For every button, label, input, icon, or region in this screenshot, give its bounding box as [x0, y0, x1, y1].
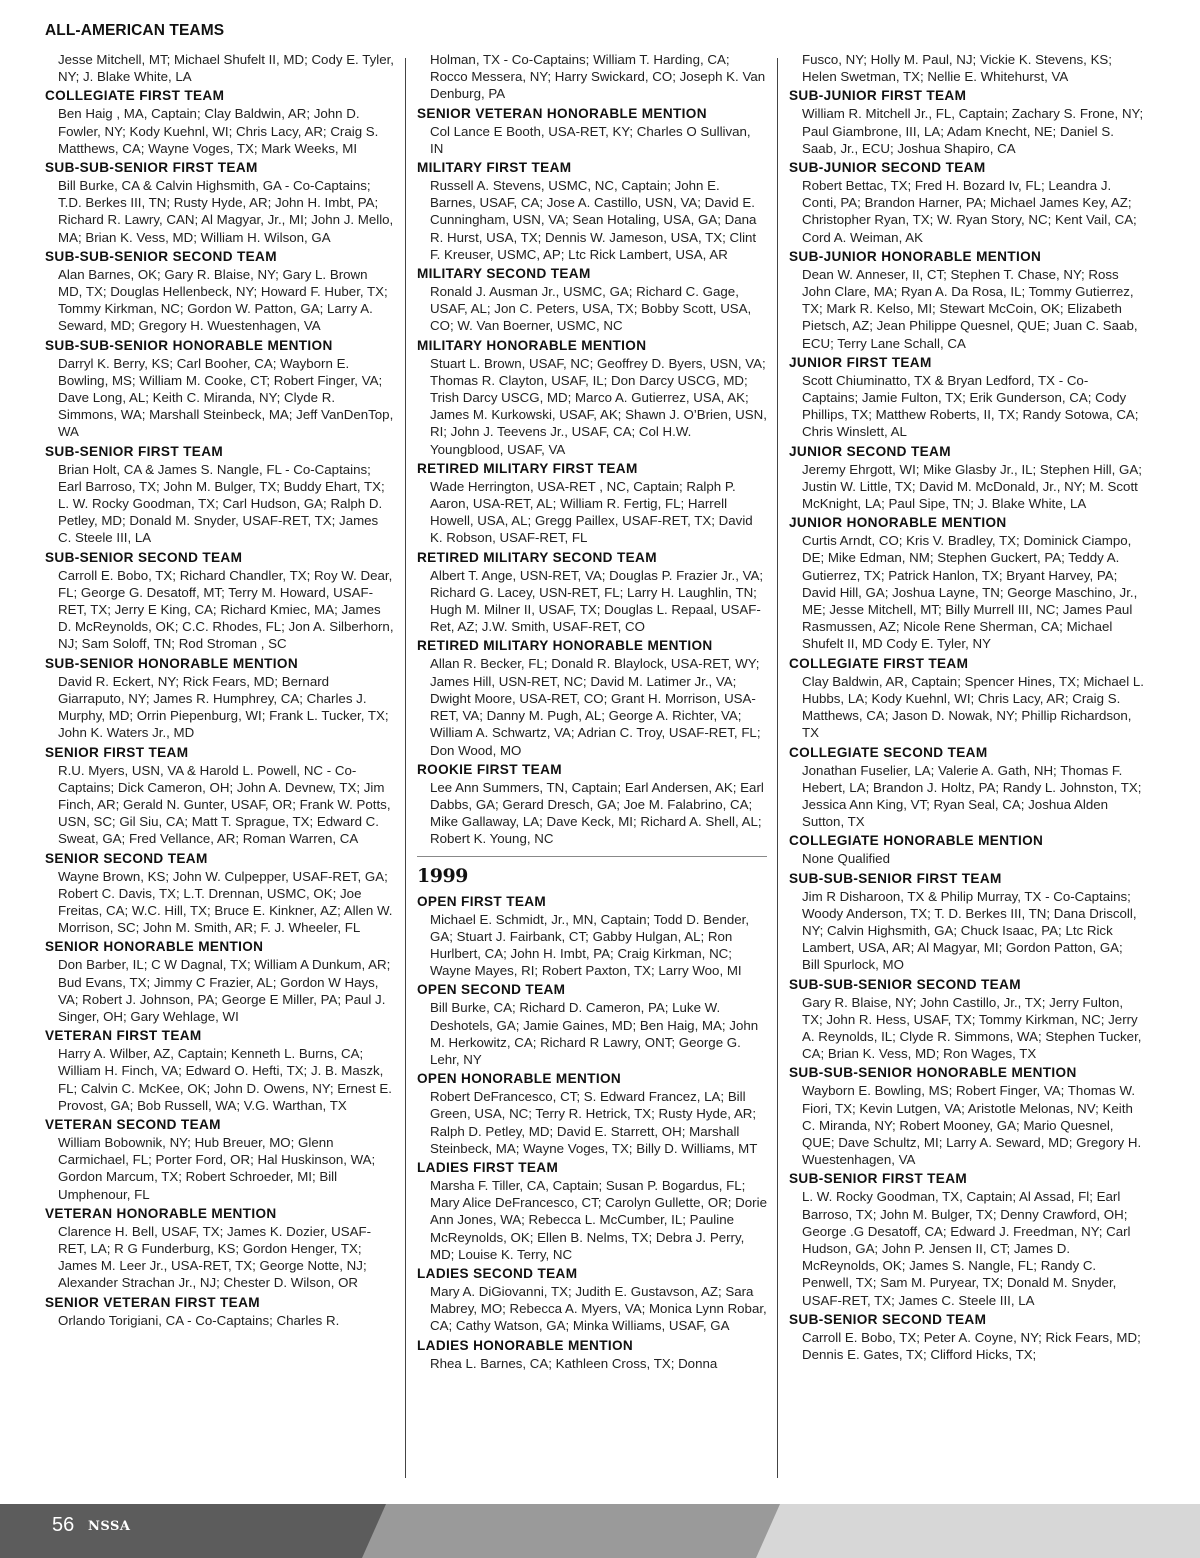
section-title: LADIES HONORABLE MENTION — [417, 1337, 634, 1353]
section-members: Stuart L. Brown, USAF, NC; Geoffrey D. Byers, USN, VA; Thomas R. Clayton, USAF, IL; Don Darcy USCG, MD; Trish Darcy USCG, MD; Marco A. Gutierrez, USA, AK; James M. Kurkowski, USAF, AK; Shawn J. O’Brien, USN, RI; John J. Teevens Jr., USAF, CA; Col H.W. Youngblood, USAF, VA — [430, 355, 767, 457]
section-title: SUB-SUB-SENIOR SECOND TEAM — [45, 248, 277, 264]
section-members: Clarence H. Bell, USAF, TX; James K. Dozier, USAF-RET, LA; R G Funderburg, KS; Gordon Henger, TX; James M. Leer Jr., USA-RET, TX; George Notte, NJ; Alexander Strachan Jr., NJ; Chester D. Wilson, OR — [58, 1223, 372, 1291]
section-members: Mary A. DiGiovanni, TX; Judith E. Gustavson, AZ; Sara Mabrey, MO; Rebecca A. Myers, VA; Monica Lynn Robar, CA; Cathy Watson, GA; Minka Williams, USAF, GA — [430, 1283, 767, 1334]
section-members: Don Barber, IL; C W Dagnal, TX; William A Dunkum, AR; Bud Evans, TX; Jimmy C Frazier, AL; Gordon W Hays, VA; Robert J. Johnson, PA; George E Miller, PA; Paul J. Singer, OH; Gary Wehlage, WI — [58, 957, 391, 1024]
team-section — [789, 87, 1144, 157]
team-section — [417, 981, 767, 1068]
team-section — [789, 159, 1144, 246]
section-title: VETERAN SECOND TEAM — [45, 1116, 221, 1132]
section-title: SENIOR SECOND TEAM — [45, 850, 208, 866]
section-title: SUB-SENIOR HONORABLE MENTION — [45, 655, 298, 671]
section-title: SUB-SENIOR FIRST TEAM — [789, 1171, 968, 1187]
team-section — [45, 744, 395, 848]
section-members: Ben Haig , MA, Captain; Clay Baldwin, AR; John D. Fowler, NY; Kody Kuehnl, WI; Chris Lacy, AR; Craig S. Matthews, CA; Wayne Voges, TX; Mark Weeks, MI — [58, 106, 379, 156]
section-members: Russell A. Stevens, USMC, NC, Captain; John E. Barnes, USAF, CA; Jose A. Castillo, USN, VA; David E. Cunningham, USN, VA; Sean Hotaling, USA, GA; Dana R. Hurst, USA, TX; Dennis W. Jameson, USA, TX; Clint F. Kreuser, USMC, AP; Ltc Rick Lambert, USA, AR — [430, 178, 757, 262]
team-section — [417, 460, 767, 547]
section-members: Scott Chiuminatto, TX & Bryan Ledford, TX - Co-Captains; Jamie Fulton, TX; Erik Gunderson, CA; Cody Phillips, TX; Matthew Roberts, II, TX; Randy Sotowa, CA; Chris Winslett, AL — [802, 372, 1139, 440]
team-section — [789, 443, 1144, 513]
team-section — [789, 870, 1144, 974]
continued-text: Jesse Mitchell, MT; Michael Shufelt II, MD; Cody E. Tyler, NY; J. Blake White, LA — [58, 52, 394, 85]
section-title: SUB-SENIOR FIRST TEAM — [45, 443, 224, 459]
section-title: LADIES FIRST TEAM — [417, 1159, 559, 1175]
section-members: None Qualified — [802, 851, 890, 867]
section-members: Col Lance E Booth, USA-RET, KY; Charles O Sullivan, IN — [430, 123, 751, 156]
continued-text: Holman, TX - Co-Captains; William T. Harding, CA; Rocco Messera, NY; Harry Swickard, CO; Joseph K. Van Denburg, PA — [430, 52, 766, 102]
team-section — [417, 105, 767, 157]
team-section — [789, 976, 1144, 1063]
section-title: JUNIOR SECOND TEAM — [789, 443, 951, 459]
section-members: Gary R. Blaise, NY; John Castillo, Jr., TX; Jerry Fulton, TX; John R. Hess, USAF, TX; Tommy Kirkman, NC; Jerry A. Reynolds, IL; Clyde R. Simmons, WA; Stephen Tucker, CA; Brian K. Vess, MD; Ron Wages, TX — [802, 994, 1142, 1062]
section-title: COLLEGIATE HONORABLE MENTION — [789, 833, 1044, 849]
section-title: SUB-SUB-SENIOR HONORABLE MENTION — [45, 337, 333, 353]
section-members: Curtis Arndt, CO; Kris V. Bradley, TX; Dominick Ciampo, DE; Mike Edman, NM; Stephen Guckert, PA; Teddy A. Gutierrez, TX; Patrick Hanlon, TX; Bryant Harvey, PA; David Hill, GA; Joshua Layne, TN; George Maschino, Jr., ME; Jesse Mitchell, MT; Billy Murrell III, NC; James Paul Rasmussen, AZ; Nicole Rene Sherman, CA; Michael Shufelt II, MD Cody E. Tyler, NY — [802, 533, 1138, 652]
section-title: OPEN HONORABLE MENTION — [417, 1071, 622, 1087]
footer-band-mid — [360, 1504, 780, 1558]
section-members: R.U. Myers, USN, VA & Harold L. Powell, NC - Co-Captains; Dick Cameron, OH; John A. Devnew, TX; Jim Finch, AR; Gerald N. Gunter, USAF, OR; Frank W. Potts, USN, SC; Gil Siu, CA; Matt T. Sprague, TX; Edward C. Sweat, GA; Fred Vellance, AR; Roman Warren, CA — [58, 762, 391, 847]
section-members: Rhea L. Barnes, CA; Kathleen Cross, TX; Donna — [430, 1355, 718, 1371]
page-footer — [0, 1486, 1200, 1558]
section-members: Wade Herrington, USA-RET , NC, Captain; Ralph P. Aaron, USA-RET, AL; William R. Fertig, FL; Harrell Howell, USA, AL; Gregg Paillex, USAF-RET, TX; David K. Robson, USAF-RET, FL — [430, 478, 753, 546]
section-title: OPEN SECOND TEAM — [417, 982, 566, 998]
section-members: William R. Mitchell Jr., FL, Captain; Zachary S. Frone, NY; Paul Giambrone, III, LA; Adam Knecht, NE; Daniel S. Saab, Jr., ECU; Joshua Shapiro, CA — [802, 106, 1144, 156]
section-title: SUB-SUB-SENIOR FIRST TEAM — [789, 870, 1002, 886]
section-title: VETERAN HONORABLE MENTION — [45, 1205, 277, 1221]
section-title: SUB-SENIOR SECOND TEAM — [789, 1311, 987, 1327]
section-members: William Bobownik, NY; Hub Breuer, MO; Glenn Carmichael, FL; Porter Ford, OR; Hal Huskinson, WA; Gordon Marcum, TX; Robert Schroeder, MI; Bill Umphenour, FL — [58, 1134, 376, 1202]
section-members: Wayne Brown, KS; John W. Culpepper, USAF-RET, GA; Robert C. Davis, TX; L.T. Drennan, USMC, OK; Joe Freitas, CA; W.C. Hill, TX; Bruce E. Kinkner, AZ; Allen W. Morrison, SC; John M. Smith, AR; F. J. Wheeler, FL — [58, 868, 393, 936]
section-title: JUNIOR HONORABLE MENTION — [789, 515, 1007, 531]
team-section — [45, 248, 395, 335]
section-members: Darryl K. Berry, KS; Carl Booher, CA; Wayborn E. Bowling, MS; William M. Cooke, CT; Robert Finger, VA; Dave Long, AL; Keith C. Miranda, NY; Clyde R. Simmons, WA; Marshall Steinbeck, MA; Jeff VanDenTop, WA — [58, 355, 394, 440]
section-members: Clay Baldwin, AR, Captain; Spencer Hines, TX; Michael L. Hubbs, LA; Kody Kuehnl, WI; Chris Lacy, AR; Craig S. Matthews, CA; Jason D. Nowak, NY; Phillip Richardson, TX — [802, 673, 1144, 741]
team-section — [789, 514, 1144, 652]
team-section — [417, 1159, 767, 1263]
section-title: SENIOR HONORABLE MENTION — [45, 939, 264, 955]
section-members: Carroll E. Bobo, TX; Peter A. Coyne, NY; Rick Fears, MD; Dennis E. Gates, TX; Clifford Hicks, TX; — [802, 1329, 1141, 1362]
team-section — [417, 1337, 767, 1372]
section-title: COLLEGIATE FIRST TEAM — [789, 655, 969, 671]
team-section — [45, 443, 395, 547]
section-members: Alan Barnes, OK; Gary R. Blaise, NY; Gary L. Brown MD, TX; Douglas Hellenbeck, NY; Howard F. Huber, TX; Tommy Kirkman, NC; Gordon W. Patton, GA; Larry A. Seward, MD; Gregory H. Wuestenhagen, VA — [58, 266, 388, 334]
section-members: Harry A. Wilber, AZ, Captain; Kenneth L. Burns, CA; William H. Finch, VA; Edward O. Hefti, TX; J. B. Maszk, FL; Calvin C. McKee, OK; John D. Owens, NY; Ernest E. Provost, GA; Bob Russell, WA; V.G. Warthan, TX — [58, 1046, 392, 1113]
section-title: MILITARY HONORABLE MENTION — [417, 337, 647, 353]
team-section — [45, 1294, 395, 1329]
section-members: Robert DeFrancesco, CT; S. Edward Francez, LA; Bill Green, USA, NC; Terry R. Hetrick, TX; Rusty Hyde, AR; Ralph D. Petley, MD; David E. Starrett, OH; Marshall Steinbeck, MA; Wayne Voges, TX; Billy D. Williams, MT — [430, 1089, 758, 1156]
team-section — [45, 87, 395, 157]
page-title: ALL-AMERICAN TEAMS — [45, 22, 225, 39]
section-members: Carroll E. Bobo, TX; Richard Chandler, TX; Roy W. Dear, FL; George G. Desatoff, MT; Terry M. Howard, USAF-RET, TX; Jerry E King, CA; Richard Kmiec, MA; James D. McReynolds, OK; C.C. Rhodes, FL; Jon A. Silberhorn, NJ; Sam Soloff, TN; Rod Stroman , SC — [58, 567, 394, 652]
team-section — [789, 744, 1144, 831]
section-title: SUB-SUB-SENIOR FIRST TEAM — [45, 160, 258, 176]
page-number: 56 — [52, 1514, 75, 1536]
team-section — [45, 337, 395, 441]
section-members: Wayborn E. Bowling, MS; Robert Finger, VA; Thomas W. Fiori, TX; Kevin Lutgen, VA; Aristotle Melonas, NV; Keith C. Miranda, NY; Robert Mooney, GA; Mario Quesnel, QUE; Dave Schultz, MI; Larry A. Seward, MD; Gregory H. Wuestenhagen, VA — [802, 1083, 1142, 1168]
team-section — [417, 1070, 767, 1157]
section-members: L. W. Rocky Goodman, TX, Captain; Al Assad, Fl; Earl Barroso, TX; John M. Bulger, TX; Denny Crawford, OH; George .G Desatoff, CA; Edward J. Freedman, NY; Carl Hudson, GA; John P. Jensen II, CT; James D. McReynolds, OK; James S. Nangle, FL; Randy C. Penwell, TX; Sam M. Puryear, TX; Donald M. Snyder, USAF-RET, TX; James C. Steele III, LA — [802, 1189, 1131, 1308]
section-title: RETIRED MILITARY HONORABLE MENTION — [417, 638, 713, 654]
section-title: SUB-SUB-SENIOR HONORABLE MENTION — [789, 1065, 1077, 1081]
team-section — [417, 761, 767, 848]
section-title: LADIES SECOND TEAM — [417, 1265, 578, 1281]
team-section — [789, 1311, 1144, 1363]
section-members: Jeremy Ehrgott, WI; Mike Glasby Jr., IL; Stephen Hill, GA; Justin W. Little, TX; David M. McDonald, Jr., NY; M. Scott McKnight, LA; Paul Sipe, TN; J. Blake White, LA — [802, 461, 1142, 512]
section-members: Jonathan Fuselier, LA; Valerie A. Gath, NH; Thomas F. Hebert, LA; Brandon J. Holtz, PA; Randy L. Johnston, TX; Jessica Ann King, VT; Ryan Seal, CA; Joshua Alden Sutton, TX — [802, 762, 1142, 830]
section-members: Ronald J. Ausman Jr., USMC, GA; Richard C. Gage, USAF, AL; Jon C. Peters, USA, TX; Bobby Scott, USA, CO; W. Van Boerner, USMC, NC — [430, 284, 752, 334]
column-divider — [405, 58, 406, 1478]
team-section — [789, 248, 1144, 352]
continued-text: Fusco, NY; Holly M. Paul, NJ; Vickie K. Stevens, KS; Helen Swetman, TX; Nellie E. Whitehurst, VA — [802, 52, 1112, 85]
team-section — [45, 1116, 395, 1203]
section-title: OPEN FIRST TEAM — [417, 893, 547, 909]
team-section — [417, 265, 767, 335]
team-section — [789, 1170, 1144, 1308]
team-section — [789, 1064, 1144, 1168]
section-members: Marsha F. Tiller, CA, Captain; Susan P. Bogardus, FL; Mary Alice DeFrancesco, CT; Carolyn Gullette, OR; Dorie Ann Jones, WA; Rebecca L. McCumber, IL; Pauline McReynolds, OK; Ellen B. Nelms, TX; Debra J. Perry, MD; Louise K. Terry, NC — [430, 1177, 767, 1262]
team-section — [417, 893, 767, 980]
column-3 — [789, 51, 1144, 1365]
section-title: SENIOR VETERAN HONORABLE MENTION — [417, 105, 707, 121]
section-title: SUB-SENIOR SECOND TEAM — [45, 549, 243, 565]
section-title: SENIOR VETERAN FIRST TEAM — [45, 1294, 260, 1310]
team-section — [45, 938, 395, 1025]
section-members: Allan R. Becker, FL; Donald R. Blaylock, USA-RET, WY; James Hill, USN-RET, NC; David M. Latimer Jr., VA; Dwight Moore, USA-RET, CO; Grant H. Morrison, USA-RET, VA; Danny M. Pugh, AL; George A. Richter, VA; William A. Schwartz, VA; Adrian C. Troy, USAF-RET, FL; Don Wood, MO — [430, 656, 761, 758]
team-section — [45, 850, 395, 937]
team-section — [417, 159, 767, 263]
team-section — [45, 655, 395, 742]
section-members: Robert Bettac, TX; Fred H. Bozard Iv, FL; Leandra J. Conti, PA; Brandon Harner, PA; Michael James Key, AZ; Christopher Ryan, TX; W. Ryan Story, NC; Kent Vail, CA; Cord A. Weiman, AK — [802, 178, 1137, 245]
section-title: SUB-JUNIOR HONORABLE MENTION — [789, 248, 1042, 264]
team-section — [417, 337, 767, 458]
year-heading: 1999 — [417, 856, 767, 887]
section-members: Dean W. Anneser, II, CT; Stephen T. Chase, NY; Ross John Clare, MA; Ryan A. Da Rosa, IL; Tommy Gutierrez, TX; Mark R. Kelso, MI; Stewart McCoin, OK; Elizabeth Pietsch, AZ; Jean Philippe Quesnel, QUE; Juan C. Saab, ECU; Terry Lane Schall, CA — [802, 266, 1138, 351]
section-title: JUNIOR FIRST TEAM — [789, 354, 932, 370]
section-members: Jim R Disharoon, TX & Philip Murray, TX - Co-Captains; Woody Anderson, TX; T. D. Berkes III, TN; Dana Driscoll, NY; Calvin Highsmith, GA; Chuck Isaac, PA; Ltc Rick Lambert, USA, AR; Al Magyar, MI; Gordon Patton, GA; Bill Spurlock, MO — [802, 888, 1137, 973]
column-1 — [45, 51, 395, 1331]
section-title: MILITARY SECOND TEAM — [417, 266, 591, 282]
team-section — [45, 549, 395, 653]
team-section — [789, 354, 1144, 441]
section-title: SENIOR FIRST TEAM — [45, 744, 189, 760]
section-title: MILITARY FIRST TEAM — [417, 160, 572, 176]
section-members: Bill Burke, CA; Richard D. Cameron, PA; Luke W. Deshotels, GA; Jamie Gaines, MD; Ben Haig, MA; John M. Herkowitz, CA; Richard R Lawry, ONT; George G. Lehr, NY — [430, 1000, 759, 1067]
section-title: COLLEGIATE SECOND TEAM — [789, 744, 988, 760]
section-members: Orlando Torigiani, CA - Co-Captains; Charles R. — [58, 1312, 340, 1328]
brand-name: NSSA — [88, 1519, 131, 1534]
section-members: Lee Ann Summers, TN, Captain; Earl Andersen, AK; Earl Dabbs, GA; Gerard Dresch, GA; Joe M. Falabrino, CA; Mike Gallaway, LA; Dave Keck, MI; Richard A. Shell, AL; Robert K. Young, NC — [430, 779, 764, 847]
section-title: RETIRED MILITARY FIRST TEAM — [417, 460, 638, 476]
section-title: SUB-SUB-SENIOR SECOND TEAM — [789, 976, 1021, 992]
section-title: SUB-JUNIOR SECOND TEAM — [789, 160, 986, 176]
section-title: RETIRED MILITARY SECOND TEAM — [417, 549, 657, 565]
team-section — [417, 637, 767, 758]
section-members: Albert T. Ange, USN-RET, VA; Douglas P. Frazier Jr., VA; Richard G. Lacey, USN-RET, FL; Larry H. Laughlin, TN; Hugh M. Milner II, USAF, TX; Douglas L. Repaal, USAF- Ret, AZ; J.W. Smith, USAF-RET, CO — [430, 567, 764, 635]
team-section — [45, 159, 395, 246]
section-members: David R. Eckert, NY; Rick Fears, MD; Bernard Giarraputo, NY; James R. Humphrey, CA; Charles J. Murphy, MD; Orrin Piepenburg, WI; Frank L. Tucker, TX; John K. Waters Jr., MD — [58, 673, 389, 741]
section-members: Brian Holt, CA & James S. Nangle, FL - Co-Captains; Earl Barroso, TX; John M. Bulger, TX; Buddy Ehart, TX; L. W. Rocky Goodman, TX; Carl Hudson, GA; Ralph D. Petley, MD; Donald M. Snyder, USAF-RET, TX; James C. Steele III, LA — [58, 461, 385, 546]
section-title: SUB-JUNIOR FIRST TEAM — [789, 88, 967, 104]
section-members: Michael E. Schmidt, Jr., MN, Captain; Todd D. Bender, GA; Stuart J. Fairbank, CT; Gabby Hulgan, AL; Ron Hurlbert, CA; John H. Imbt, PA; Craig Kirkman, NC; Wayne Mayes, RI; Robert Paxton, TX; Larry Woo, MI — [430, 911, 750, 979]
section-members: Bill Burke, CA & Calvin Highsmith, GA - Co-Captains; T.D. Berkes III, TN; Rusty Hyde, AR; John H. Imbt, PA; Richard R. Lawry, CAN; Al Magyar, Jr., MI; John J. Mello, MA; Brian K. Vess, MD; William H. Wilson, GA — [58, 178, 394, 245]
column-2 — [417, 51, 767, 1374]
team-section — [417, 1265, 767, 1335]
team-section — [45, 1027, 395, 1114]
team-section — [45, 1205, 395, 1292]
section-title: ROOKIE FIRST TEAM — [417, 761, 562, 777]
section-title: VETERAN FIRST TEAM — [45, 1028, 202, 1044]
column-divider — [777, 58, 778, 1478]
team-section — [789, 832, 1144, 867]
section-title: COLLEGIATE FIRST TEAM — [45, 88, 225, 104]
team-section — [417, 549, 767, 636]
team-section — [789, 655, 1144, 742]
